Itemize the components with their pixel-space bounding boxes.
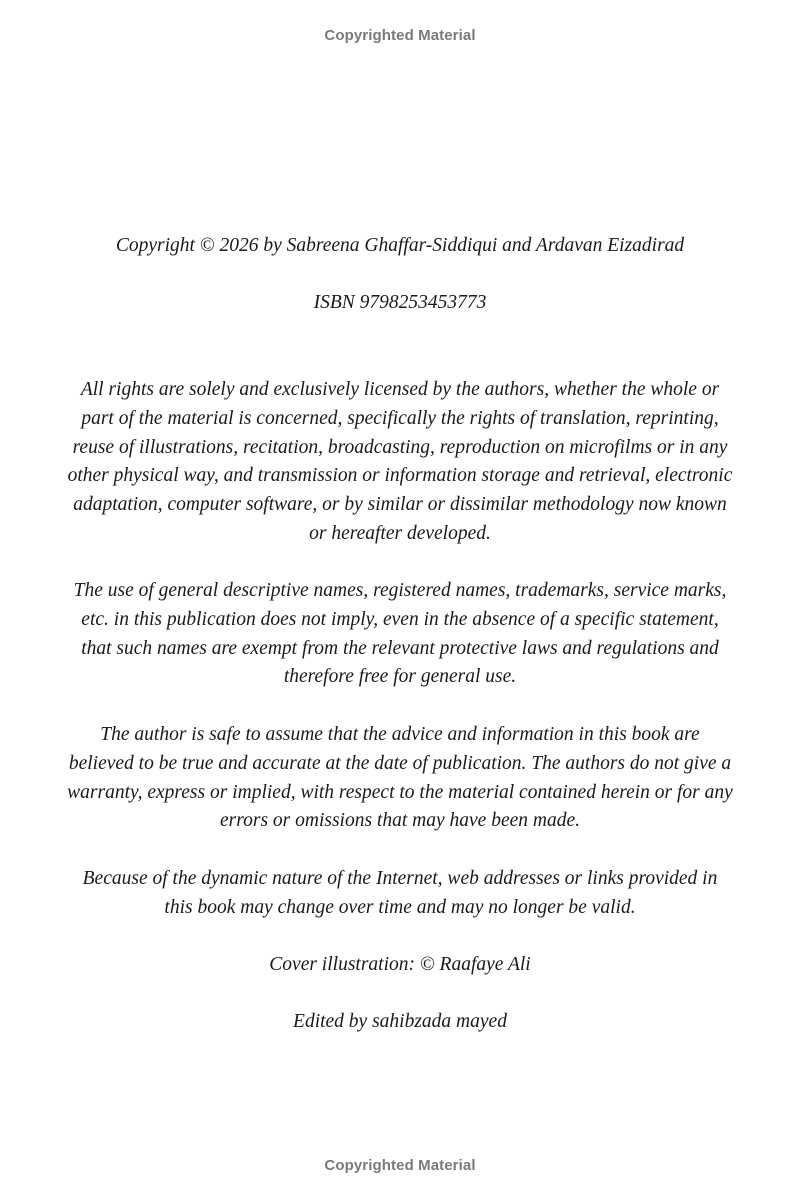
advice-line: errors or omissions that may have been made. (220, 810, 580, 832)
names-line: therefore free for general use. (283, 666, 517, 688)
internet-line: Because of the dynamic nature of the Internet, web addresses or links provided in (82, 868, 718, 889)
watermark-top: Copyrighted Material (324, 27, 476, 44)
rights-line: other physical way, and transmission or information storage and retrieval, electronic (67, 465, 733, 487)
rights-line: All rights are solely and exclusively licensed by the authors, whether the whole or (80, 379, 720, 400)
names-line: that such names are exempt from the relevant protective laws and regulations and (81, 637, 719, 659)
rights-line: adaptation, computer software, or by similar or dissimilar methodology now known (73, 494, 727, 516)
names-line: The use of general descriptive names, registered names, trademarks, service marks, (73, 580, 727, 601)
rights-line: reuse of illustrations, recitation, broadcasting, reproduction on microfilms or in any (72, 436, 728, 458)
advice-line: believed to be true and accurate at the date of publication. The authors do not give a (68, 752, 732, 774)
edited-by-credit: Edited by sahibzada mayed (293, 1011, 507, 1032)
isbn-line: ISBN 9798253453773 (313, 292, 487, 313)
advice-line: warranty, express or implied, with respect to the material contained herein or for any (67, 781, 733, 803)
advice-paragraph (0, 721, 800, 836)
internet-paragraph (0, 865, 800, 923)
names-paragraph (0, 577, 800, 692)
rights-line: part of the material is concerned, specifically the rights of translation, reprinting, (81, 407, 719, 429)
internet-line: this book may change over time and may no longer be valid. (164, 896, 636, 918)
rights-paragraph (0, 376, 800, 549)
names-line: etc. in this publication does not imply, even in the absence of a specific statement, (81, 608, 719, 630)
watermark-bottom: Copyrighted Material (324, 1157, 476, 1174)
advice-line: The author is safe to assume that the advice and information in this book are (100, 724, 700, 745)
copyright-line: Copyright © 2026 by Sabreena Ghaffar-Siddiqui and Ardavan Eizadirad (115, 235, 685, 256)
cover-illustration-credit: Cover illustration: © Raafaye Ali (269, 954, 531, 975)
rights-line: or hereafter developed. (309, 522, 491, 544)
